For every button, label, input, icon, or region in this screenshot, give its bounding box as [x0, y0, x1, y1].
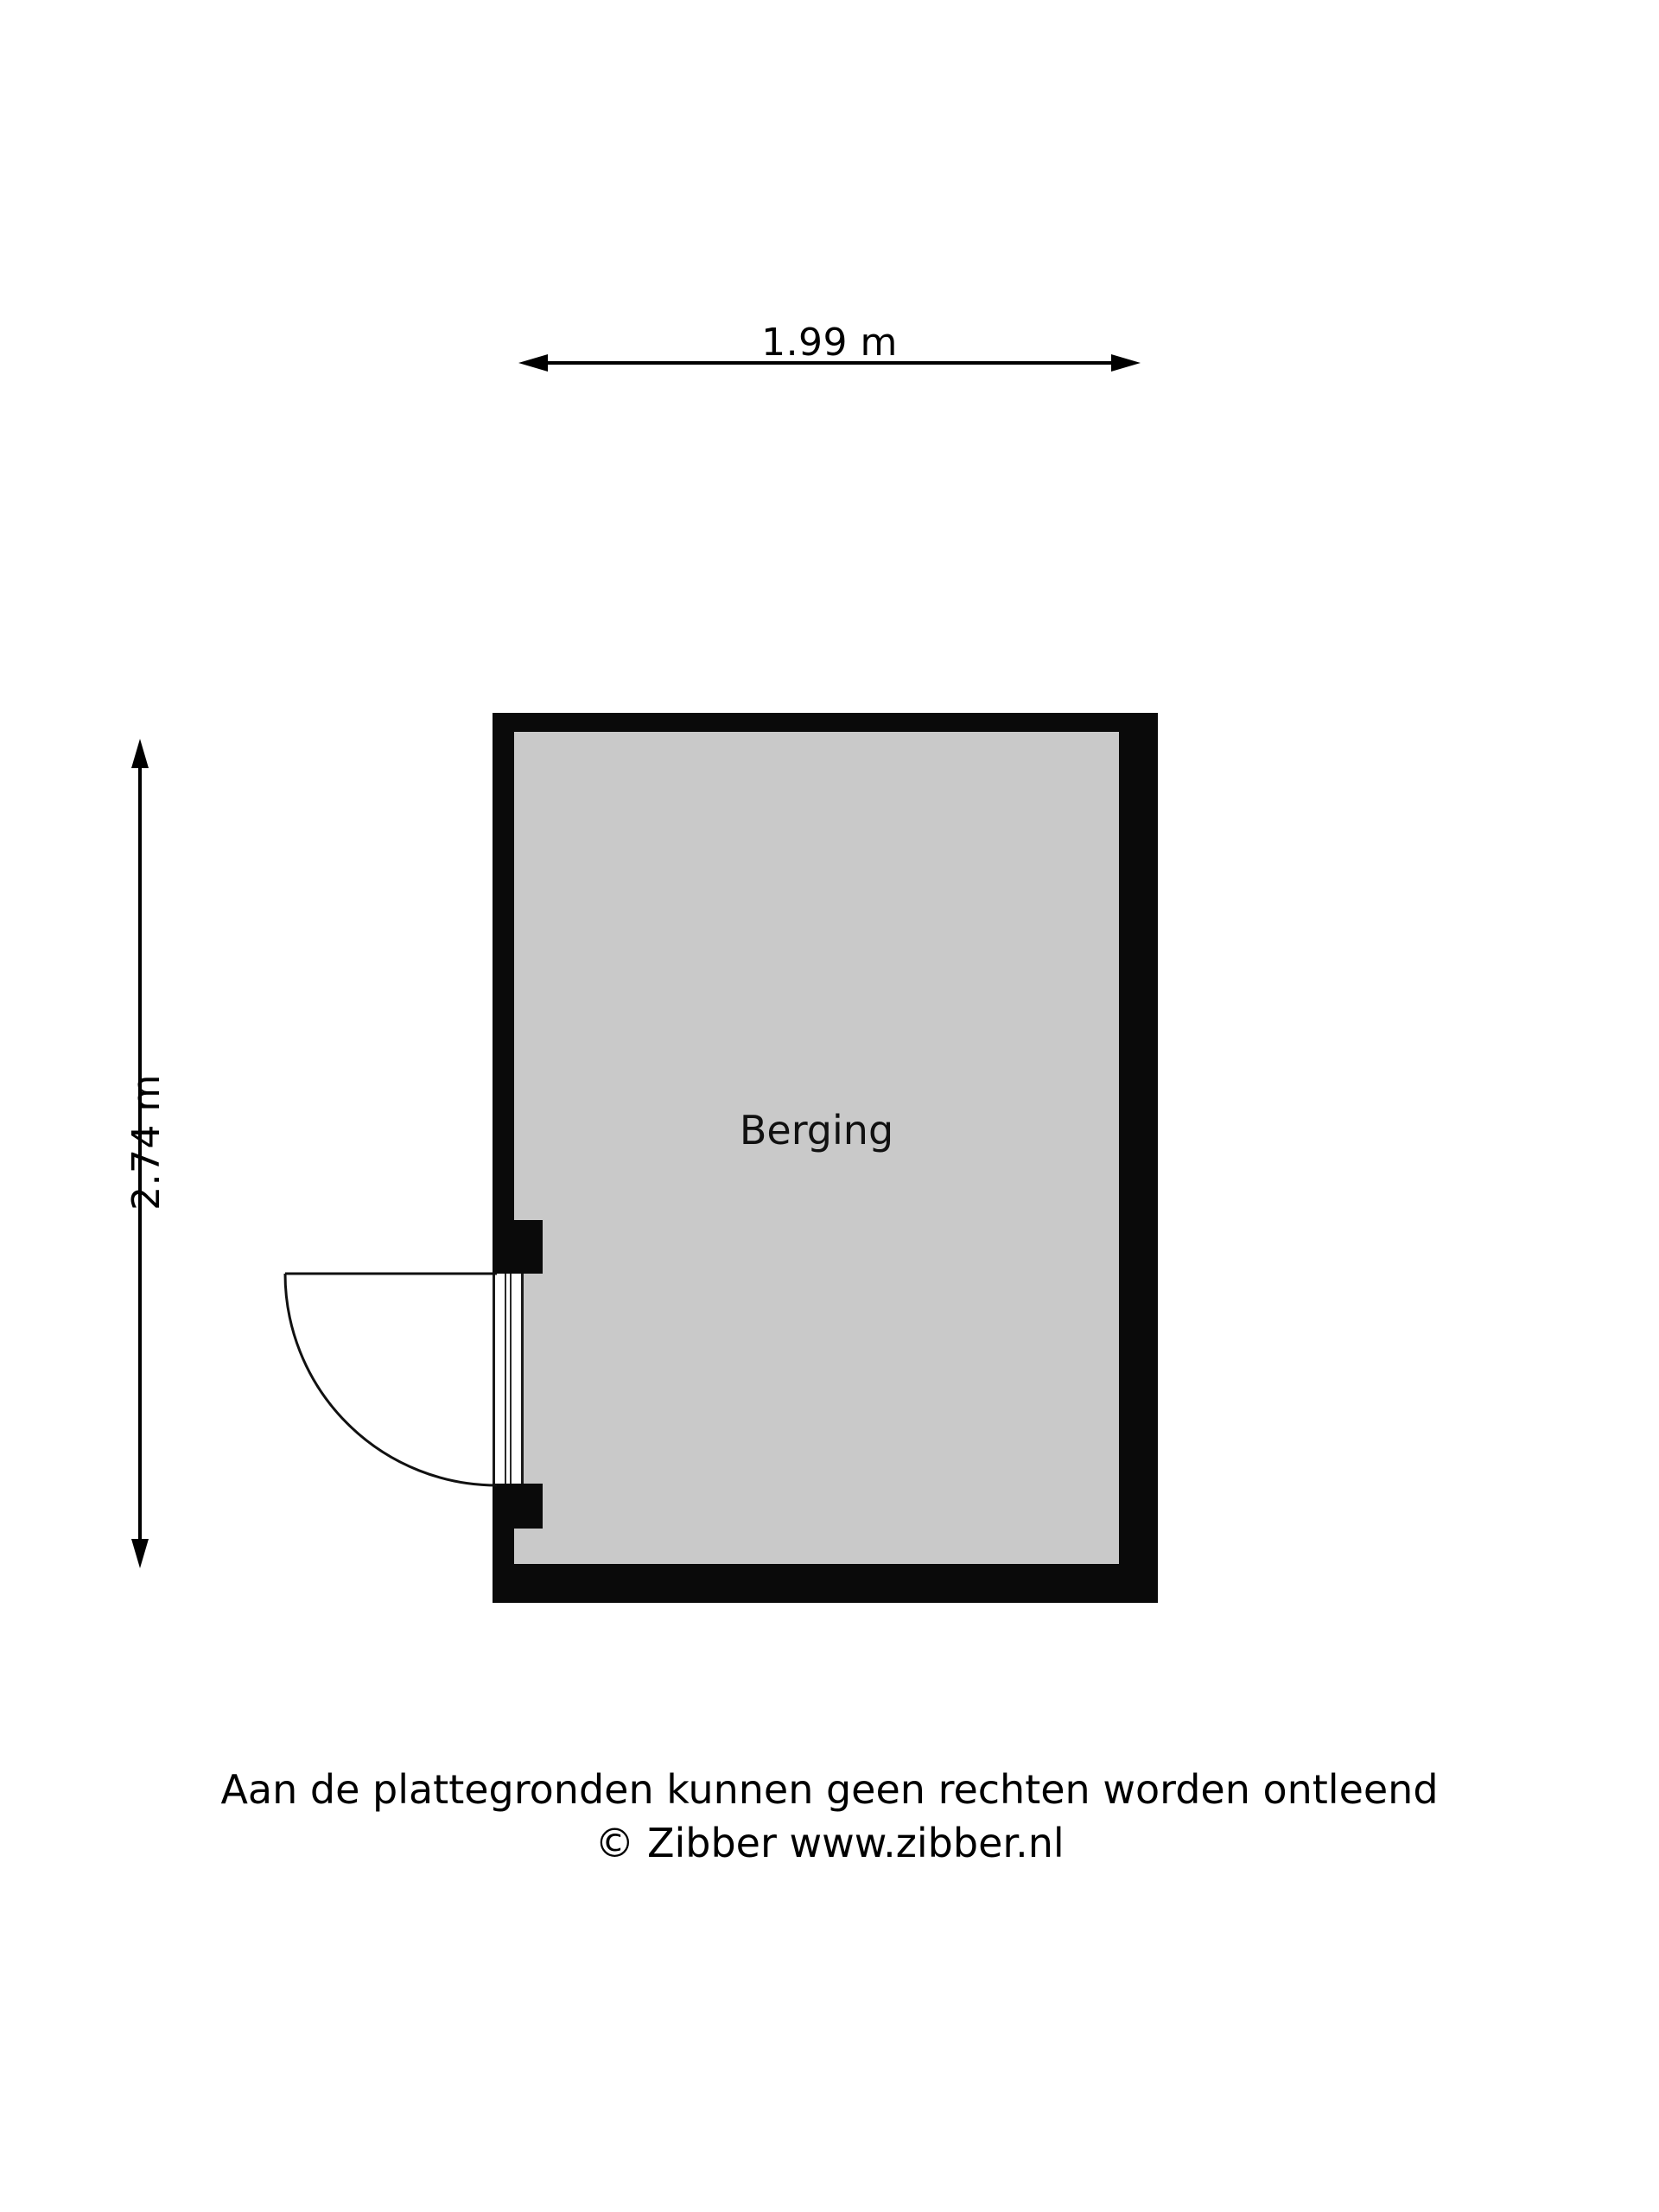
- height-dimension-label: 2.74 m: [124, 1074, 168, 1211]
- width-dimension-arrow: [518, 353, 1141, 373]
- disclaimer-line-1: Aan de plattegronden kunnen geen rechten worden ontleend: [220, 1766, 1439, 1813]
- room-berging: [493, 713, 1158, 1603]
- disclaimer: [0, 1763, 1659, 1870]
- door-jamb-lower: [512, 1484, 543, 1529]
- height-dimension-arrow: [130, 739, 150, 1568]
- disclaimer-line-2: © Zibber www.zibber.nl: [594, 1820, 1065, 1866]
- height-dimension: [95, 739, 199, 1568]
- door-jamb-upper: [512, 1220, 543, 1274]
- room-name-label: Berging: [739, 1107, 894, 1154]
- door-swing-arc: [276, 1266, 501, 1491]
- width-dimension: [518, 320, 1141, 397]
- door-leaf: [505, 1274, 512, 1484]
- width-dimension-label: 1.99 m: [761, 321, 898, 365]
